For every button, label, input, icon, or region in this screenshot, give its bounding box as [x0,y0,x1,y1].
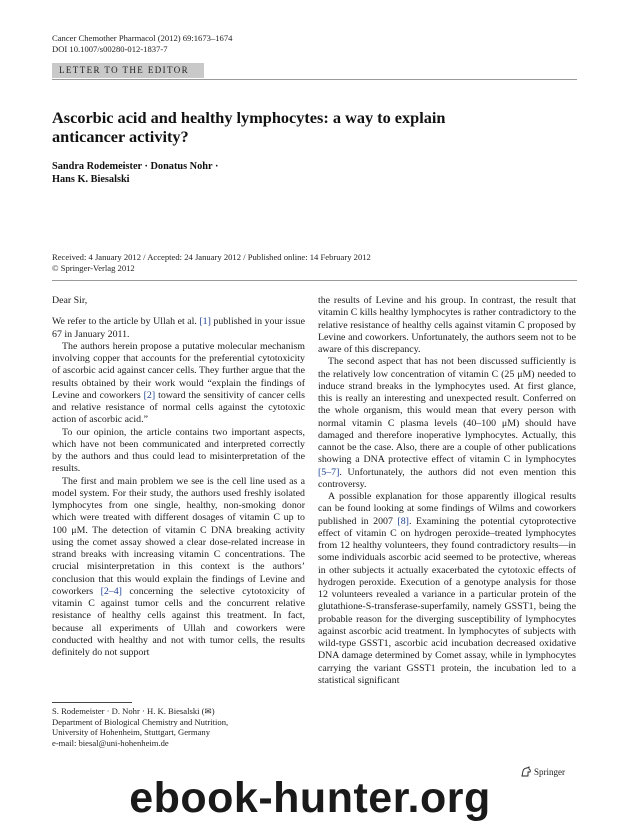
publication-dates [52,252,577,274]
journal-citation [52,33,232,55]
copyright-line: © Springer-Verlag 2012 [52,263,135,273]
body-divider [52,280,577,281]
footnote-university: University of Hohenheim, Stuttgart, Germany [52,727,210,738]
publisher-name: Springer [534,767,565,777]
body-column-left [52,295,305,659]
history-dates: Received: 4 January 2012 / Accepted: 24 January 2012 / Published online: 14 February 2012 [52,252,371,262]
footnote-department: Department of Biological Chemistry and Nutrition, [52,716,229,727]
paragraph: We refer to the article by Ullah et al. [1] published in your issue 67 in January 2011. [52,316,305,340]
paragraph: The authors herein propose a putative molecular mechanism involving copper that accounts for the preferential cytotoxicity of ascorbic acid against cancer cells. They further argue that the results obtained by their work would “explain the findings of Levine and coworkers [2] toward the sensitivity of cancer cells and relative resistance of normal cells against the cytotoxic action of ascorbic acid.” [52,340,305,426]
paragraph: The first and main problem we see is the cell line used as a model system. For their study, the authors used freshly isolated lymphocytes from one single, healthy, non-smoking donor which were treated with different dosages of vitamin C up to 100 μM. The detection of vitamin C DNA breaking activity using the comet assay showed a clear dose-related increase in strand breaks with increasing vitamin C concentrations. The crucial misinterpretation in this context is the authors’ conclusion that this would explain the findings of Levine and coworkers [2–4] concerning the selective cytotoxicity of vitamin C against tumor cells and the concurrent relative resistance of healthy cells against this treatment. In fact, because all experiments of Ullah and coworkers were conducted with healthy and not with tumor cells, the results definitely do not support [52,475,305,658]
author-list [52,160,352,186]
article-type-banner: LETTER TO THE EDITOR [52,63,204,78]
author-line-1: Sandra Rodemeister · Donatus Nohr · [52,161,219,172]
footnote-email[interactable]: e-mail: biesal@uni-hohenheim.de [52,738,169,749]
watermark-text: ebook-hunter.org [129,774,491,822]
journal-doi: DOI 10.1007/s00280-012-1837-7 [52,44,168,54]
body-column-right [318,295,576,687]
paragraph: The second aspect that has not been discussed sufficiently is the relatively low concentration of vitamin C (25 μM) needed to induce strand breaks in the lymphocytes used. At first glance, this is really an interesting and unexpected result. Conferred on the whole organism, this would mean that every person with normal vitamin C plasma levels (40–100 μM) should have damaged and therefore inoperative lymphocytes. Actually, this cannot be the case. Also, there are a couple of other publications showing a DNA protective effect of vitamin C in lymphocytes [5–7]. Unfortunately, the authors did not even mention this controversy. [318,356,576,490]
salutation: Dear Sir, [52,295,88,306]
author-affiliation-footnote [52,706,312,749]
journal-volume-pages: Cancer Chemother Pharmacol (2012) 69:1673–1674 [52,33,233,43]
reference-link[interactable]: [2] [143,389,156,401]
header-divider [52,79,577,80]
author-line-2: Hans K. Biesalski [52,174,130,185]
footnote-authors: S. Rodemeister · D. Nohr · H. K. Biesalski (✉) [52,706,215,716]
paragraph: To our opinion, the article contains two important aspects, which have not been communicated and interpreted correctly by the authors and thus could lead to misinterpretation of the results. [52,426,305,475]
reference-link[interactable]: [2–4] [100,585,122,597]
article-title: Ascorbic acid and healthy lymphocytes: a way to explain anticancer activity? [52,108,446,146]
reference-link[interactable]: [1] [199,316,211,328]
reference-link[interactable]: [5–7] [318,466,340,478]
reference-link[interactable]: [8] [397,515,409,527]
footnote-divider [52,702,132,703]
paragraph: the results of Levine and his group. In contrast, the result that vitamin C kills healthy lymphocytes is rather contradictory to the relative resistance of healthy cells against vitamin C proposed by Levine and coworkers. Unfortunately, the authors seem not to be aware of this discrepancy. [318,295,576,355]
paragraph: A possible explanation for those apparently illogical results can be found looking at some findings of Wilms and coworkers published in 2007 [8]. Examining the potential cytoprotective effect of vitamin C on hydrogen peroxide–treated lymphocytes from 12 healthy volunteers, they found contradictory results—in some individuals ascorbic acid seemed to be protective, whereas in other subjects it actually exacerbated the cytotoxic effects of hydrogen peroxide. Execution of a genotype analysis for those 12 volunteers revealed a variance in a particular protein of the glutathione-S-transferase-superfamily, namely GSST1, being the probable reason for the diverging susceptibility of lymphocytes against ascorbic acid treatment. In lymphocytes of subjects with wild-type GSST1, ascorbic acid incubation decreased oxidative DNA damage determined by Comet assay, while in lymphocytes carrying the variant GSST1 protein, the incubation led to a statistical significant [318,491,576,686]
